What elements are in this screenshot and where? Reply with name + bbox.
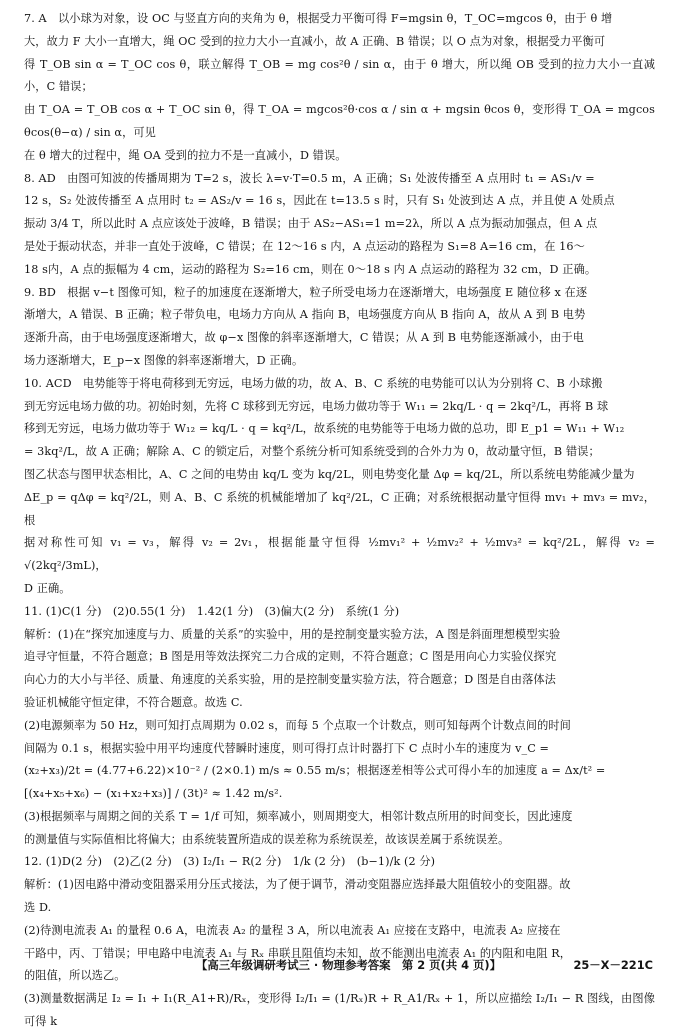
answer-11-line: (3)根据频率与周期之间的关系 T = 1/f 可知，频率减小，则周期变大，相邻计数点所用的时间变长，因此速度 <box>24 809 573 823</box>
answer-11-line: 追寻守恒量，不符合题意；B 图是用等效法探究二力合成的定则，不符合题意；C 图是用向心力实验仪探究 <box>24 650 557 664</box>
answer-8-line: 是处于振动状态，并非一直处于波峰，C 错误；在 12～16 s 内，A 点运动的路程为 S₁=8 A=16 cm，在 16～ <box>24 239 585 253</box>
answer-7-line: 7. A 以小球为对象，设 OC 与竖直方向的夹角为 θ，根据受力平衡可得 F=mgsin θ，T_OC=mgcos θ，由于 θ 增 <box>24 12 613 25</box>
answer-9-line: 渐增大，A 错误、B 正确；粒子带负电，电场力方向从 A 指向 B，电场强度方向从 B 指向 A，故从 A 到 B 电势 <box>24 308 586 322</box>
answer-10-line: = 3kq²/L，故 A 正确；解除 A、C 的锁定后，对整个系统分析可知系统受到的合外力为 0，故动量守恒，B 错误； <box>24 445 600 459</box>
answer-11-line: 验证机械能守恒定律，不符合题意。故选 C. <box>24 695 243 709</box>
answer-12-line: 选 D. <box>24 901 52 915</box>
answer-12-line: 12. (1)D(2 分) (2)乙(2 分) (3) I₂/I₁ − R(2 分) 1/k (2 分) (b−1)/k (2 分) <box>24 855 436 869</box>
answer-7 <box>24 8 655 168</box>
answer-8-line: 振动 3/4 T，所以此时 A 点应该处于波峰，B 错误；由于 AS₂−AS₁=1 m=2λ，所以 A 点为振动加强点，但 A 点 <box>24 217 598 231</box>
answer-12-line: (3)测量数据满足 I₂ = I₁ + I₁(R_A1+R)/Rₓ，变形得 I₂/I₁ = (1/Rₓ)R + R_A1/Rₓ + 1，所以应描绘 I₂/I₁ − R 图线，由图像可得 k <box>24 992 655 1029</box>
answer-12-line: 解析：(1)因电路中滑动变阻器采用分压式接法，为了便于调节，滑动变阻器应选择最大阻值较小的变阻器。故 <box>24 878 571 892</box>
answer-12-line: 干路中，丙、丁错误；甲电路中电流表 A₁ 与 Rₓ 串联且阻值均未知，故不能测出电流表 A₁ 的内阻和电阻 R， <box>24 946 572 960</box>
answer-7-line: 大，故力 F 大小一直增大，绳 OC 受到的拉力大小一直减小，故 A 正确、B 错误；以 O 点为对象，根据受力平衡可 <box>24 34 606 48</box>
answer-11-line: 的测量值与实际值相比将偏大；由系统装置所造成的误差称为系统误差，故该误差属于系统误差。 <box>24 832 510 846</box>
answer-7-line: 在 θ 增大的过程中，绳 OA 受到的拉力不是一直减小，D 错误。 <box>24 148 347 162</box>
answer-11-line: (x₂+x₃)/2t = (4.77+6.22)×10⁻² / (2×0.1) m/s ≈ 0.55 m/s；根据逐差相等公式可得小车的加速度 a = Δx/t² = <box>24 764 606 778</box>
answer-11-line: (2)电源频率为 50 Hz，则可知打点周期为 0.02 s，而每 5 个点取一个计数点，则可知每两个计数点间的时间 <box>24 718 571 732</box>
footer-code: 25－X－221C <box>573 958 653 972</box>
answer-11 <box>24 601 655 852</box>
footer-title: 【高三年级调研考试三 · 物理参考答案 第 2 页(共 4 页)】 <box>196 958 501 972</box>
answer-11-line: [(x₄+x₅+x₆) − (x₁+x₂+x₃)] / (3t)² ≈ 1.42 m/s². <box>24 787 283 801</box>
answer-12 <box>24 851 655 1033</box>
answer-11-line: 11. (1)C(1 分) (2)0.55(1 分) 1.42(1 分) (3)偏大(2 分) 系统(1 分) <box>24 604 400 618</box>
answer-8-line: 12 s，S₂ 处波传播至 A 点用时 t₂ = AS₂/v = 16 s，因此在 t=13.5 s 时，只有 S₁ 处波到达 A 点，并且使 A 处质点 <box>24 194 615 208</box>
answer-12-line: (2)待测电流表 A₁ 的量程 0.6 A，电流表 A₂ 的量程 3 A，所以电流表 A₁ 应接在支路中，电流表 A₂ 应接在 <box>24 923 561 937</box>
answer-8-line: 18 s内，A 点的振幅为 4 cm，运动的路程为 S₂=16 cm，则在 0～18 s 内 A 点运动的路程为 32 cm，D 正确。 <box>24 262 597 276</box>
answer-7-line: 得 T_OB sin α = T_OC cos θ，联立解得 T_OB = mg cos²θ / sin α，由于 θ 增大，所以绳 OB 受到的拉力大小一直减小，C 错误； <box>24 57 655 94</box>
answer-10-line: ΔE_p = qΔφ = kq²/2L，则 A、B、C 系统的机械能增加了 kq²/2L，C 正确；对系统根据动量守恒得 mv₁ + mv₃ = mv₂，根 <box>24 490 655 527</box>
answer-11-line: 解析：(1)在“探究加速度与力、质量的关系”的实验中，用的是控制变量实验方法，A 图是斜面理想模型实验 <box>24 627 561 641</box>
answer-9-line: 9. BD 根据 v−t 图像可知，粒子的加速度在逐渐增大，粒子所受电场力在逐渐增大，电场强度 E 随位移 x 在逐 <box>24 285 588 299</box>
answer-8 <box>24 168 655 282</box>
page-footer <box>0 955 677 975</box>
answer-10-line: D 正确。 <box>24 581 71 595</box>
answer-12-line: 的阻值，所以选乙。 <box>24 969 126 983</box>
answer-10 <box>24 373 655 601</box>
answer-10-line: 移到无穷远，电场力做功等于 W₁₂ = kq/L · q = kq²/L，故系统的电势能等于电场力做的总功，即 E_p1 = W₁₁ + W₁₂ <box>24 422 625 436</box>
answer-10-line: 据对称性可知 v₁ = v₃，解得 v₂ = 2v₁，根据能量守恒得 ½mv₁² + ½mv₂² + ½mv₃² = kq²/2L，解得 v₂ = √(2kq²/3mL)， <box>24 536 655 573</box>
answer-9 <box>24 282 655 373</box>
answer-9-line: 场力逐渐增大，E_p−x 图像的斜率逐渐增大，D 正确。 <box>24 353 304 367</box>
answer-10-line: 到无穷远电场力做的功。初始时刻，先将 C 球移到无穷远，电场力做功等于 W₁₁ = 2kq/L · q = 2kq²/L，再将 B 球 <box>24 399 609 413</box>
answer-8-line: 8. AD 由图可知波的传播周期为 T=2 s，波长 λ=v·T=0.5 m，A 正确；S₁ 处波传播至 A 点用时 t₁ = AS₁/v = <box>24 171 595 185</box>
answer-9-line: 逐渐升高，由于电场强度逐渐增大，故 φ−x 图像的斜率逐渐增大，C 错误；从 A 到 B 电势能逐渐减小，由于电 <box>24 331 584 345</box>
answer-10-line: 10. ACD 电势能等于将电荷移到无穷远，电场力做的功，故 A、B、C 系统的电势能可以认为分别将 C、B 小球搬 <box>24 376 603 390</box>
answer-11-line: 向心力的大小与半径、质量、角速度的关系实验，用的是控制变量实验方法，符合题意；D 图是自由落体法 <box>24 673 556 687</box>
answer-11-line: 间隔为 0.1 s，根据实验中用平均速度代替瞬时速度，则可得打点计时器打下 C 点时小车的速度为 v_C = <box>24 741 549 755</box>
answer-7-line: 由 T_OA = T_OB cos α + T_OC sin θ，得 T_OA = mgcos²θ·cos α / sin α + mgsin θcos θ，变形得 T_OA = mgcos θcos(θ−α) / sin α，可见 <box>24 103 655 139</box>
answer-10-line: 图乙状态与图甲状态相比，A、C 之间的电势由 kq/L 变为 kq/2L，则电势变化量 Δφ = kq/2L，所以系统电势能减少量为 <box>24 467 635 481</box>
